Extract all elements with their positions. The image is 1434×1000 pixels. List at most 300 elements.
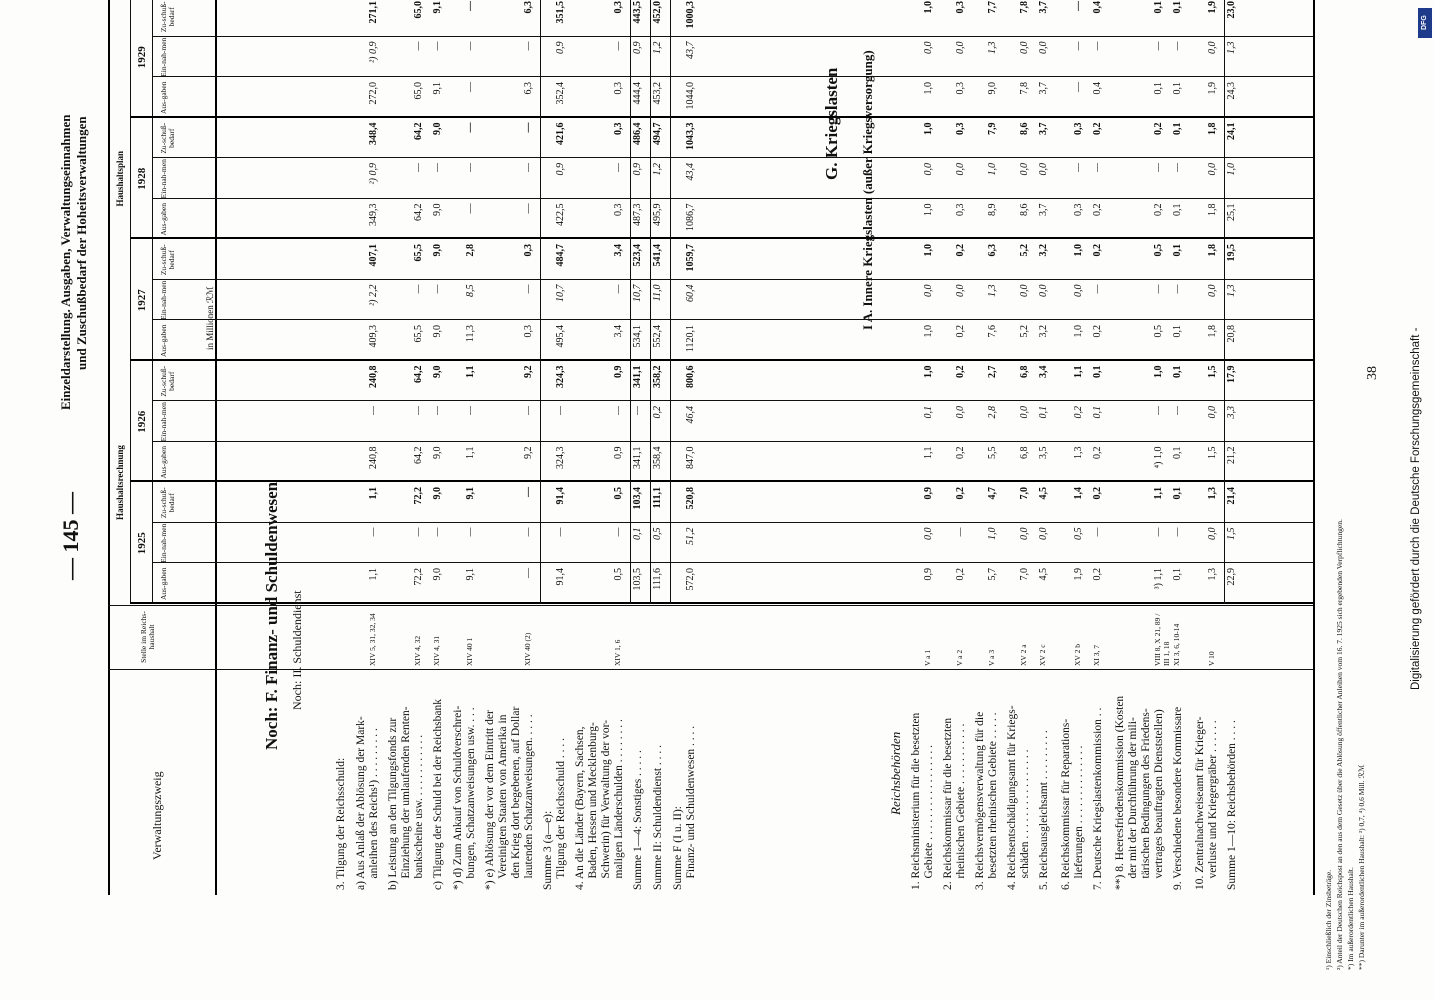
cell-value: 9,2 bbox=[523, 446, 534, 459]
header-group-rechnung: Haushaltsrechnung bbox=[115, 445, 125, 520]
sheet-number: 38 bbox=[1365, 366, 1380, 380]
cell-value: — bbox=[613, 284, 624, 294]
cell-value: 6,8 bbox=[1019, 365, 1030, 378]
cell-value: 24,3 bbox=[1226, 82, 1237, 100]
col-header-branch: Verwaltungszweig bbox=[150, 771, 164, 860]
row-ref: XIV 40 (2) bbox=[523, 632, 532, 666]
cell-value: 3,2 bbox=[1038, 325, 1049, 338]
cell-value: 43,7 bbox=[685, 41, 696, 59]
cell-value: 0,9 bbox=[923, 487, 934, 500]
cell-value: 4,5 bbox=[1038, 568, 1049, 581]
cell-value: 11,0 bbox=[652, 284, 663, 302]
cell-value: 9,0 bbox=[432, 203, 443, 216]
cell-value: 8,6 bbox=[1019, 203, 1030, 216]
cell-value: 7,6 bbox=[987, 325, 998, 338]
cell-value: — bbox=[1172, 284, 1183, 294]
cell-value: 0,2 bbox=[955, 365, 966, 378]
cell-value: 0,1 bbox=[1153, 82, 1164, 95]
sub-header: Ein-nah-men bbox=[159, 280, 168, 320]
digitization-note: Digitalisierung gefördert durch die Deutsche Forschungsgemeinschaft - bbox=[1410, 327, 1422, 690]
cell-value: 495,4 bbox=[555, 325, 566, 348]
cell-value: 1044,0 bbox=[685, 82, 696, 110]
cell-value: 0,5 bbox=[613, 487, 624, 500]
cell-value: 9,1 bbox=[432, 1, 443, 14]
cell-value: — bbox=[1153, 163, 1164, 172]
cell-value: 0,1 bbox=[1172, 365, 1183, 378]
cell-value: 10,7 bbox=[632, 284, 643, 302]
column-rule bbox=[152, 401, 1313, 402]
sub-header: Zu-schuß-bedarf bbox=[159, 244, 176, 276]
cell-value: 0,0 bbox=[955, 284, 966, 297]
cell-value: 351,5 bbox=[555, 1, 566, 24]
cell-value: 847,0 bbox=[685, 446, 696, 469]
cell-value: — bbox=[1073, 82, 1084, 92]
cell-value: 10,7 bbox=[555, 284, 566, 302]
cell-value: 1,0 bbox=[987, 527, 998, 540]
cell-value: 65,0 bbox=[413, 82, 424, 100]
cell-value: 1,5 bbox=[1207, 446, 1218, 459]
sub-header: Aus-gaben bbox=[159, 203, 168, 236]
cell-value: — bbox=[1172, 406, 1183, 415]
column-rule bbox=[130, 359, 1313, 361]
cell-value: 1,8 bbox=[1207, 203, 1218, 216]
cell-value: 111,1 bbox=[652, 487, 663, 509]
cell-value: 72,2 bbox=[413, 568, 424, 586]
cell-value: 0,1 bbox=[632, 527, 643, 540]
cell-value: — bbox=[1172, 163, 1183, 172]
col-header-stelle: Stelle im Reichs-haushalt bbox=[139, 611, 156, 663]
cell-value: 0,3 bbox=[955, 122, 966, 135]
cell-value: 0,4 bbox=[1092, 1, 1103, 14]
cell-value: — bbox=[1153, 527, 1164, 537]
cell-value: 103,4 bbox=[632, 487, 643, 510]
cell-value: 1120,1 bbox=[685, 325, 696, 353]
cell-value: — bbox=[465, 1, 476, 11]
cell-value: 3,4 bbox=[613, 244, 624, 257]
cell-value: 1,0 bbox=[1073, 325, 1084, 338]
row-ref: XIV 40 1 bbox=[465, 637, 474, 666]
cell-value: 0,0 bbox=[1019, 527, 1030, 540]
cell-value: — bbox=[523, 487, 534, 497]
sum-rule bbox=[630, 0, 631, 604]
cell-value: 0,1 bbox=[923, 406, 934, 419]
cell-value: 9,0 bbox=[432, 244, 443, 257]
row-ref: XIV 4, 32 bbox=[413, 635, 422, 666]
cell-value: 0,0 bbox=[1207, 41, 1218, 54]
cell-value: 0,0 bbox=[955, 406, 966, 419]
cell-value: 0,9 bbox=[632, 163, 643, 176]
cell-value: 8,9 bbox=[987, 203, 998, 216]
cell-value: — bbox=[465, 203, 476, 214]
cell-value: 6,3 bbox=[987, 244, 998, 257]
cell-value: ²) 0,9 bbox=[368, 41, 379, 63]
sub-header: Aus-gaben bbox=[159, 567, 168, 600]
cell-value: 1,0 bbox=[923, 365, 934, 378]
cell-value: 1,0 bbox=[923, 325, 934, 338]
cell-value: — bbox=[465, 41, 476, 51]
row-label: *) d) Zum Ankauf von Schuldverschrei- bungen, Schatzanweisungen usw. . . . bbox=[452, 705, 477, 890]
cell-value: 9,2 bbox=[523, 365, 534, 378]
cell-value: 7,8 bbox=[1019, 1, 1030, 14]
cell-value: 0,3 bbox=[523, 244, 534, 257]
cell-value: 0,5 bbox=[613, 568, 624, 581]
cell-value: 9,0 bbox=[987, 82, 998, 95]
cell-value: 0,0 bbox=[1207, 284, 1218, 297]
cell-value: 65,5 bbox=[413, 325, 424, 343]
cell-value: 3,4 bbox=[1038, 365, 1049, 378]
cell-value: 0,9 bbox=[613, 365, 624, 378]
cell-value: 5,2 bbox=[1019, 325, 1030, 338]
dfg-logo: DFG bbox=[1418, 8, 1432, 38]
cell-value: 0,0 bbox=[1019, 41, 1030, 54]
sum-rule bbox=[1224, 0, 1225, 604]
row-label: 3. Tilgung der Reichsschuld: bbox=[335, 757, 347, 890]
cell-value: — bbox=[523, 122, 534, 133]
cell-value: 1,8 bbox=[1207, 244, 1218, 257]
cell-value: 43,4 bbox=[685, 163, 696, 181]
column-rule bbox=[152, 77, 1313, 78]
column-rule bbox=[130, 116, 1313, 118]
cell-value: 484,7 bbox=[555, 244, 566, 267]
row-ref: XIV 5, 31, 32, 34 bbox=[368, 613, 377, 666]
cell-value: — bbox=[1172, 41, 1183, 51]
cell-value: 1,5 bbox=[1207, 365, 1218, 378]
cell-value: 324,3 bbox=[555, 446, 566, 469]
cell-value: 0,0 bbox=[1038, 284, 1049, 297]
row-label: c) Tilgung der Schuld bei der Reichsbank bbox=[432, 698, 444, 890]
cell-value: 0,2 bbox=[955, 325, 966, 338]
cell-value: 64,2 bbox=[413, 203, 424, 221]
cell-value: 534,1 bbox=[632, 325, 643, 348]
cell-value: 0,2 bbox=[955, 568, 966, 581]
cell-value: 1,0 bbox=[1153, 365, 1164, 378]
cell-value: 9,1 bbox=[465, 487, 476, 500]
cell-value: 0,2 bbox=[1092, 446, 1103, 459]
cell-value: — bbox=[523, 284, 534, 294]
cell-value: 452,0 bbox=[652, 1, 663, 24]
footnote-2: ²) Anteil der Deutschen Reichspost an den aus dem Gesetz über die Ablösung öffentlicher Anleihen vom 16. 7. 1925 sich ergebenden Verpflichtungen. bbox=[1335, 519, 1344, 970]
cell-value: 0,3 bbox=[613, 122, 624, 135]
cell-value: 0,2 bbox=[1153, 203, 1164, 216]
header-group-plan: Haushaltsplan bbox=[115, 150, 125, 207]
cell-value: 0,3 bbox=[613, 82, 624, 95]
cell-value: — bbox=[432, 527, 443, 537]
cell-value: 3,3 bbox=[1226, 406, 1237, 419]
cell-value: 453,2 bbox=[652, 82, 663, 105]
column-rule bbox=[152, 198, 1313, 199]
sub-header: Ein-nah-men bbox=[159, 37, 168, 77]
cell-value: 64,2 bbox=[413, 365, 424, 383]
column-rule bbox=[152, 36, 1313, 37]
cell-value: 91,4 bbox=[555, 487, 566, 505]
cell-value: 0,0 bbox=[1207, 163, 1218, 176]
section-g-subtitle: I A. Innere Kriegslasten (außer Kriegsversorgung) bbox=[860, 50, 875, 330]
sub-header: Aus-gaben bbox=[159, 446, 168, 479]
cell-value: — bbox=[523, 41, 534, 51]
row-label: Summe 1—4: Sonstiges . . . . . bbox=[632, 750, 644, 890]
cell-value: 60,4 bbox=[685, 284, 696, 302]
cell-value: 240,8 bbox=[368, 365, 379, 388]
row-label: Summe 1—10: Reichsbehörden . . . . bbox=[1226, 720, 1238, 890]
cell-value: 5,2 bbox=[1019, 244, 1030, 257]
cell-value: — bbox=[432, 284, 443, 294]
row-label: b) Leistung an den Tilgungsfonds zur Einziehung der umlaufenden Renten- bankscheine usw. . . . . . . . . . . . bbox=[387, 706, 425, 890]
cell-value: 8,5 bbox=[465, 284, 476, 297]
row-ref: V a 2 bbox=[955, 649, 964, 666]
cell-value: 0,9 bbox=[613, 446, 624, 459]
cell-value: — bbox=[523, 163, 534, 172]
cell-value: 24,1 bbox=[1226, 122, 1237, 140]
cell-value: 46,4 bbox=[685, 406, 696, 424]
column-rule bbox=[152, 563, 1313, 564]
title-line-1: Einzeldarstellung. Ausgaben, Verwaltungseinnahmen bbox=[58, 114, 73, 410]
cell-value: — bbox=[613, 163, 624, 172]
cell-value: — bbox=[368, 406, 379, 415]
row-label: 2. Reichskommissar für die besetzten rheinischen Gebiete . . . . . . . . . . . bbox=[942, 717, 967, 890]
cell-value: 1,1 bbox=[465, 365, 476, 378]
header-rule bbox=[130, 0, 131, 604]
cell-value: — bbox=[632, 406, 643, 415]
column-rule bbox=[130, 602, 1313, 604]
cell-value: — bbox=[613, 406, 624, 415]
cell-value: 0,1 bbox=[1172, 446, 1183, 459]
sub-header: Ein-nah-men bbox=[159, 159, 168, 199]
row-ref: V a 1 bbox=[923, 649, 932, 666]
page-number: — 145 — bbox=[58, 492, 83, 580]
cell-value: 3,7 bbox=[1038, 203, 1049, 216]
cell-value: 19,5 bbox=[1226, 244, 1237, 262]
cell-value: 0,0 bbox=[1207, 406, 1218, 419]
cell-value: 9,0 bbox=[432, 487, 443, 500]
cell-value: 23,0 bbox=[1226, 1, 1237, 19]
cell-value: 21,4 bbox=[1226, 487, 1237, 505]
cell-value: — bbox=[413, 406, 424, 415]
cell-value: 0,2 bbox=[652, 406, 663, 419]
cell-value: 7,0 bbox=[1019, 487, 1030, 500]
cell-value: 2,7 bbox=[987, 365, 998, 378]
cell-value: 91,4 bbox=[555, 568, 566, 586]
cell-value: 0,5 bbox=[1153, 325, 1164, 338]
row-label: 5. Reichsausgleichsamt . . . . . . . . . bbox=[1038, 730, 1050, 890]
cell-value: 1043,3 bbox=[685, 122, 696, 150]
cell-value: 0,0 bbox=[923, 527, 934, 540]
cell-value: 6,3 bbox=[523, 82, 534, 95]
row-label: Summe II: Schuldendienst . . . . bbox=[652, 744, 664, 890]
cell-value: 523,4 bbox=[632, 244, 643, 267]
cell-value: 0,1 bbox=[1092, 365, 1103, 378]
cell-value: 0,1 bbox=[1172, 82, 1183, 95]
cell-value: 0,1 bbox=[1092, 406, 1103, 419]
cell-value: 1,4 bbox=[1073, 487, 1084, 500]
cell-value: 487,3 bbox=[632, 203, 643, 226]
cell-value: 51,2 bbox=[685, 527, 696, 545]
cell-value: 1,3 bbox=[987, 41, 998, 54]
column-rule bbox=[152, 279, 1313, 280]
year-header-1926: 1926 bbox=[136, 410, 148, 433]
cell-value: 409,3 bbox=[368, 325, 379, 348]
row-ref: XV 2 c bbox=[1038, 644, 1047, 666]
column-rule bbox=[152, 522, 1313, 523]
row-label: 1. Reichsministerium für die besetzten Gebiete . . . . . . . . . . . . . . . . . bbox=[910, 712, 935, 890]
cell-value: — bbox=[465, 527, 476, 537]
cell-value: 1,3 bbox=[1073, 446, 1084, 459]
cell-value: 0,5 bbox=[1153, 244, 1164, 257]
cell-value: 1,1 bbox=[923, 446, 934, 459]
cell-value: 9,1 bbox=[432, 82, 443, 95]
cell-value: 103,5 bbox=[632, 568, 643, 591]
cell-value: — bbox=[465, 122, 476, 133]
cell-value: 0,2 bbox=[955, 487, 966, 500]
cell-value: 358,4 bbox=[652, 446, 663, 469]
header-rule bbox=[152, 0, 153, 604]
cell-value: 421,6 bbox=[555, 122, 566, 145]
cell-value: — bbox=[413, 284, 424, 294]
cell-value: 7,7 bbox=[987, 1, 998, 14]
row-label: 10. Zentralnachweiseamt für Krieger- verluste und Kriegergräber . . . . . . bbox=[1194, 716, 1219, 890]
cell-value: 0,0 bbox=[923, 284, 934, 297]
cell-value: 1,1 bbox=[368, 487, 379, 500]
cell-value: 0,1 bbox=[1172, 203, 1183, 216]
cell-value: 0,2 bbox=[1092, 568, 1103, 581]
cell-value: 495,9 bbox=[652, 203, 663, 226]
cell-value: 0,5 bbox=[1073, 527, 1084, 540]
cell-value: — bbox=[613, 41, 624, 51]
cell-value: 1086,7 bbox=[685, 203, 696, 231]
cell-value: 3,5 bbox=[1038, 446, 1049, 459]
cell-value: 1,1 bbox=[368, 568, 379, 581]
cell-value: — bbox=[955, 527, 966, 537]
cell-value: 0,1 bbox=[1172, 1, 1183, 14]
cell-value: — bbox=[1073, 163, 1084, 172]
sum-rule bbox=[670, 0, 671, 604]
cell-value: — bbox=[1153, 406, 1164, 415]
cell-value: — bbox=[1172, 527, 1183, 537]
cell-value: — bbox=[465, 82, 476, 92]
cell-value: 1,9 bbox=[1207, 82, 1218, 95]
cell-value: 0,0 bbox=[923, 41, 934, 54]
cell-value: — bbox=[1073, 1, 1084, 11]
cell-value: 341,1 bbox=[632, 365, 643, 388]
cell-value: 65,5 bbox=[413, 244, 424, 262]
cell-value: 0,9 bbox=[632, 41, 643, 54]
footnote-3: *) Im außerordentlichen Haushalt. bbox=[1346, 867, 1355, 970]
cell-value: 443,5 bbox=[632, 1, 643, 24]
cell-value: 0,1 bbox=[1172, 325, 1183, 338]
cell-value: 494,7 bbox=[652, 122, 663, 145]
section-g-title: G. Kriegslasten bbox=[822, 67, 841, 180]
cell-value: 271,1 bbox=[368, 1, 379, 24]
cell-value: — bbox=[523, 527, 534, 537]
sub-header: Aus-gaben bbox=[159, 324, 168, 357]
column-rule bbox=[152, 158, 1313, 159]
cell-value: 407,1 bbox=[368, 244, 379, 267]
cell-value: 0,9 bbox=[923, 568, 934, 581]
row-ref: XIV 4, 31 bbox=[432, 635, 441, 666]
cell-value: — bbox=[555, 527, 566, 537]
row-label: a) Aus Anlaß der Ablösung der Mark- anleihen des Reichs¹) . . . . . . . . . bbox=[355, 716, 380, 890]
cell-value: 0,0 bbox=[1019, 406, 1030, 419]
cell-value: 1,3 bbox=[987, 284, 998, 297]
cell-value: 4,5 bbox=[1038, 487, 1049, 500]
cell-value: 0,3 bbox=[613, 1, 624, 14]
cell-value: 7,8 bbox=[1019, 82, 1030, 95]
cell-value: 1,0 bbox=[923, 244, 934, 257]
cell-value: 422,5 bbox=[555, 203, 566, 226]
cell-value: 800,6 bbox=[685, 365, 696, 388]
section-g-group: Reichsbehörden bbox=[888, 731, 903, 815]
cell-value: 0,9 bbox=[555, 163, 566, 176]
sub-header: Ein-nah-men bbox=[159, 523, 168, 563]
cell-value: — bbox=[555, 406, 566, 415]
cell-value: ²) 2,2 bbox=[368, 284, 379, 306]
section-f-title: Noch: F. Finanz- und Schuldenwesen bbox=[262, 481, 281, 750]
cell-value: 0,2 bbox=[1092, 122, 1103, 135]
row-label: *) e) Ablösung der vor dem Eintritt der Vereinigten Staaten von Amerika in den Krieg dort begebenen, auf Dollar lautenden Schatzanweisungen. . . . . bbox=[484, 706, 535, 890]
cell-value: — bbox=[413, 41, 424, 51]
cell-value: 3,7 bbox=[1038, 1, 1049, 14]
cell-value: — bbox=[413, 527, 424, 537]
footnote-4: **) Darunter im außerordentlichen Haushalt: ³) 0,7, ⁴) 0,6 Mill. ℛℳ bbox=[1357, 764, 1366, 970]
cell-value: 0,3 bbox=[955, 203, 966, 216]
cell-value: 1,3 bbox=[1207, 487, 1218, 500]
cell-value: 7,0 bbox=[1019, 568, 1030, 581]
cell-value: 240,8 bbox=[368, 446, 379, 469]
cell-value: 0,1 bbox=[1172, 122, 1183, 135]
sub-header: Zu-schuß-bedarf bbox=[159, 365, 176, 397]
cell-value: 352,4 bbox=[555, 82, 566, 105]
cell-value: 1,0 bbox=[923, 82, 934, 95]
cell-value: 349,3 bbox=[368, 203, 379, 226]
cell-value: 65,0 bbox=[413, 1, 424, 19]
cell-value: 1,9 bbox=[1073, 568, 1084, 581]
cell-value: 5,5 bbox=[987, 446, 998, 459]
cell-value: — bbox=[368, 527, 379, 537]
cell-value: 17,9 bbox=[1226, 365, 1237, 383]
cell-value: — bbox=[413, 163, 424, 172]
cell-value: — bbox=[432, 406, 443, 415]
cell-value: 1,2 bbox=[652, 41, 663, 54]
cell-value: 111,6 bbox=[652, 568, 663, 590]
row-label: Summe 3 (a—e): Tilgung der Reichsschuld . . . . bbox=[542, 737, 567, 890]
cell-value: 1,0 bbox=[1073, 244, 1084, 257]
cell-value: 1,0 bbox=[923, 1, 934, 14]
row-ref: XI 3, 7 bbox=[1092, 644, 1101, 666]
title-line-2: und Zuschußbedarf der Hoheitsverwaltungen bbox=[74, 116, 89, 370]
cell-value: 541,4 bbox=[652, 244, 663, 267]
section-f-subtitle: Noch: II. Schuldendienst bbox=[290, 590, 304, 710]
sub-header: Zu-schuß-bedarf bbox=[159, 487, 176, 519]
sub-header: Ein-nah-men bbox=[159, 402, 168, 442]
cell-value: 64,2 bbox=[413, 122, 424, 140]
row-ref: XI 3, 6, 10-14 bbox=[1172, 623, 1181, 666]
cell-value: 7,9 bbox=[987, 122, 998, 135]
cell-value: — bbox=[1092, 41, 1103, 51]
cell-value: 4,7 bbox=[987, 487, 998, 500]
cell-value: 1059,7 bbox=[685, 244, 696, 272]
row-ref: V a 3 bbox=[987, 649, 996, 666]
row-ref: XIV 1, 6 bbox=[613, 639, 622, 666]
cell-value: 1,1 bbox=[1153, 487, 1164, 500]
footnote-1: ¹) Einschließlich der Zinsbeträge. bbox=[1324, 869, 1333, 970]
cell-value: 0,2 bbox=[1092, 203, 1103, 216]
cell-value: ³) 1,1 bbox=[1153, 568, 1164, 590]
cell-value: — bbox=[523, 406, 534, 415]
cell-value: 9,0 bbox=[432, 325, 443, 338]
cell-value: 0,0 bbox=[955, 163, 966, 176]
cell-value: 0,2 bbox=[955, 446, 966, 459]
cell-value: 8,6 bbox=[1019, 122, 1030, 135]
cell-value: 1,8 bbox=[1207, 325, 1218, 338]
